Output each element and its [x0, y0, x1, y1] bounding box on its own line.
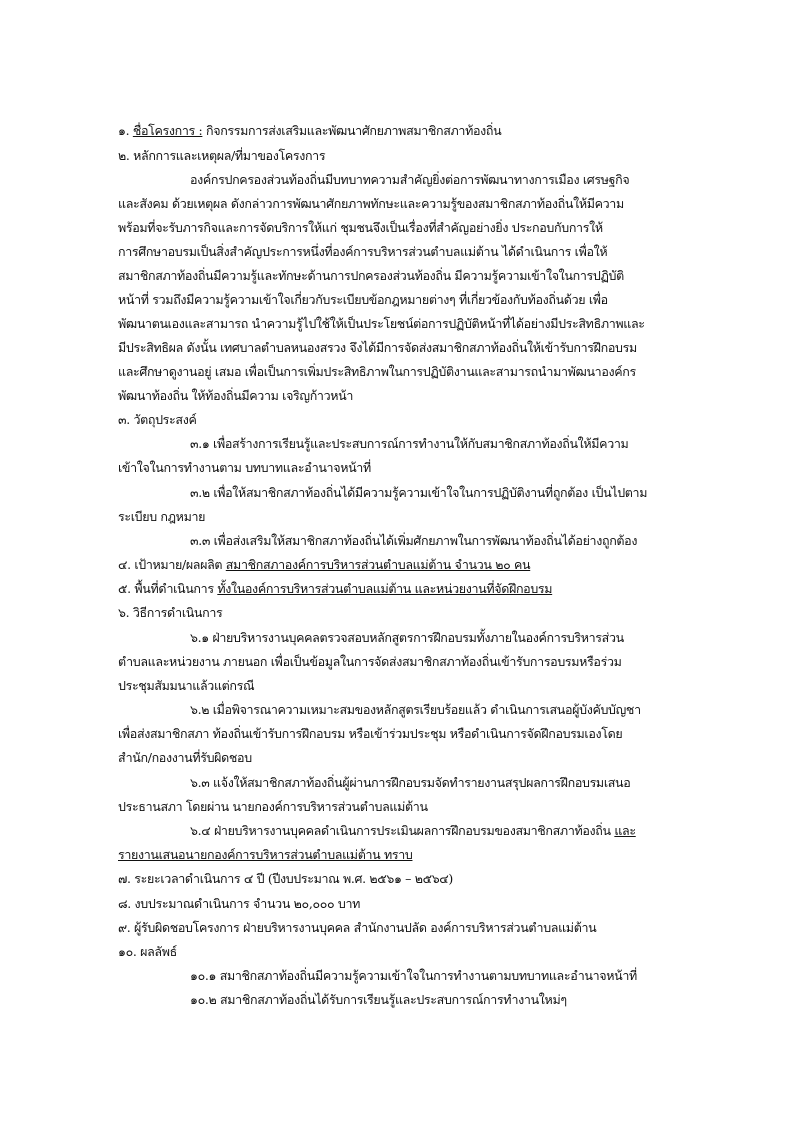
section-number: ๑.	[118, 123, 133, 138]
project-name-line	[118, 121, 501, 141]
outcome-item: ๑๐.๒ สมาชิกสภาท้องถิ่นได้รับการเรียนรู้และประสบการณ์การทำงานใหม่ๆ	[190, 992, 567, 1007]
section-2-heading: ๒. หลักการและเหตุผล/ที่มาของโครงการ	[118, 148, 326, 163]
section-6-heading: ๖. วิธีการดำเนินการ	[118, 605, 223, 620]
paragraph-line: พัฒนาตนเองและสามารถ นำความรู้ไปใช้ให้เป็นประโยชน์ต่อการปฏิบัติหน้าที่ได้อย่างมีประสิทธิภาพและ	[118, 316, 645, 331]
section-10-heading: ๑๐. ผลลัพธ์	[118, 944, 177, 959]
budget-line: ๘. งบประมาณดำเนินการ จำนวน ๒๐,๐๐๐ บาท	[118, 896, 361, 911]
method-item: ๖.๒ เมื่อพิจารณาความเหมาะสมของหลักสูตรเรียบร้อยแล้ว ดำเนินการเสนอผู้บังคับบัญชา	[190, 702, 641, 717]
paragraph-line: และสังคม ด้วยเหตุผล ดังกล่าวการพัฒนาศักยภาพทักษะและความรู้ของสมาชิกสภาท้องถิ่นให้มีความ	[118, 196, 624, 211]
responsible-line: ๙. ผู้รับผิดชอบโครงการ ฝ่ายบริหารงานบุคคล สำนักงานปลัด องค์การบริหารส่วนตำบลแม่ต้าน	[118, 920, 597, 935]
area-value: ทั้งในองค์การบริหารส่วนตำบลแม่ต้าน และหน่วยงานที่จัดฝึกอบรม	[217, 581, 553, 596]
method-item-underlined: และ	[614, 823, 636, 838]
method-item-text: ๖.๔ ฝ่ายบริหารงานบุคคลดำเนินการประเมินผลการฝึกอบรมของสมาชิกสภาท้องถิ่น	[190, 823, 615, 838]
paragraph-line: สมาชิกสภาท้องถิ่นมีความรู้และทักษะด้านการปกครองส่วนท้องถิ่น มีความรู้ความเข้าใจในการปฏิบัติ	[118, 268, 624, 283]
paragraph-line: และศึกษาดูงานอยู่ เสมอ เพื่อเป็นการเพิ่มประสิทธิภาพในการปฏิบัติงานและสามารถนำมาพัฒนาองค์กร	[118, 364, 636, 379]
objective-item: ๓.๓ เพื่อส่งเสริมให้สมาชิกสภาท้องถิ่นได้เพิ่มศักยภาพในการพัฒนาท้องถิ่นได้อย่างถูกต้อง	[190, 533, 638, 548]
method-item: ๖.๑ ฝ่ายบริหารงานบุคคลตรวจสอบหลักสูตรการฝึกอบรมทั้งภายในองค์การบริหารส่วน	[190, 630, 624, 645]
method-item-cont: เพื่อส่งสมาชิกสภา ท้องถิ่นเข้ารับการฝึกอบรม หรือเข้าร่วมประชุม หรือดำเนินการจัดฝึกอบรมเองโดย	[118, 726, 623, 741]
method-item	[190, 821, 636, 841]
method-item-cont: ตำบลและหน่วยงาน ภายนอก เพื่อเป็นข้อมูลในการจัดส่งสมาชิกสภาท้องถิ่นเข้ารับการอบรมหรือร่วม	[118, 654, 622, 669]
area-line	[118, 579, 552, 599]
outcome-item: ๑๐.๑ สมาชิกสภาท้องถิ่นมีความรู้ความเข้าใจในการทำงานตามบทบาทและอำนาจหน้าที่	[190, 968, 637, 983]
objective-item-cont: ระเบียบ กฎหมาย	[118, 509, 206, 524]
project-name-label: ชื่อโครงการ :	[132, 123, 203, 138]
area-label: ๕. พื้นที่ดำเนินการ	[118, 581, 218, 596]
method-item-cont: ประธานสภา โดยผ่าน นายกองค์การบริหารส่วนตำบลแม่ต้าน	[118, 799, 428, 814]
target-label: ๔. เป้าหมาย/ผลผลิต	[118, 557, 226, 572]
objective-item: ๓.๒ เพื่อให้สมาชิกสภาท้องถิ่นได้มีความรู้ความเข้าใจในการปฏิบัติงานที่ถูกต้อง เป็นไปตาม	[190, 485, 648, 500]
method-item-cont: สำนัก/กองงานที่รับผิดชอบ	[118, 750, 252, 765]
project-name: กิจกรรมการส่งเสริมและพัฒนาศักยภาพสมาชิกสภาท้องถิ่น	[202, 123, 502, 138]
objective-item: ๓.๑ เพื่อสร้างการเรียนรู้และประสบการณ์การทำงานให้กับสมาชิกสภาท้องถิ่นให้มีความ	[190, 436, 629, 451]
method-item-cont: ประชุมสัมมนาแล้วแต่กรณี	[118, 678, 255, 693]
paragraph-line: หน้าที่ รวมถึงมีความรู้ความเข้าใจเกี่ยวกับระเบียบข้อกฎหมายต่างๆ ที่เกี่ยวข้องกับท้องถิ่นด้วย เพื่อ	[118, 292, 608, 307]
target-value: สมาชิกสภาองค์การบริหารส่วนตำบลแม่ต้าน จำนวน ๒๐ คน	[225, 557, 531, 572]
paragraph-line: มีประสิทธิผล ดังนั้น เทศบาลตำบลหนองสรวง จึงได้มีการจัดส่งสมาชิกสภาท้องถิ่นให้เข้ารับการฝึกอบรม	[118, 340, 637, 355]
method-item: ๖.๓ แจ้งให้สมาชิกสภาท้องถิ่นผู้ผ่านการฝึกอบรมจัดทำรายงานสรุปผลการฝึกอบรมเสนอ	[190, 775, 631, 790]
objective-item-cont: เข้าใจในการทำงานตาม บทบาทและอำนาจหน้าที่	[118, 460, 371, 475]
method-item-underlined: รายงานเสนอนายกองค์การบริหารส่วนตำบลแม่ต้าน ทราบ	[118, 847, 413, 862]
paragraph-line: องค์กรปกครองส่วนท้องถิ่นมีบทบาทความสำคัญยิ่งต่อการพัฒนาทางการเมือง เศรษฐกิจ	[190, 172, 630, 187]
target-line	[118, 555, 530, 575]
section-3-heading: ๓. วัตถุประสงค์	[118, 412, 197, 427]
method-item-cont	[118, 845, 412, 865]
duration-line: ๗. ระยะเวลาดำเนินการ ๔ ปี (ปีงบประมาณ พ.ศ. ๒๕๖๑ – ๒๕๖๔)	[118, 871, 453, 886]
paragraph-line: พร้อมที่จะรับภารกิจและการจัดบริการให้แก่ ชุมชนจึงเป็นเรื่องที่สำคัญอย่างยิ่ง ประกอบกับการให้	[118, 220, 603, 235]
paragraph-line: การศึกษาอบรมเป็นสิ่งสำคัญประการหนึ่งที่องค์การบริหารส่วนตำบลแม่ต้าน ได้ดำเนินการ เพื่อให้	[118, 244, 608, 259]
paragraph-line: พัฒนาท้องถิ่น ให้ท้องถิ่นมีความ เจริญก้าวหน้า	[118, 388, 354, 403]
